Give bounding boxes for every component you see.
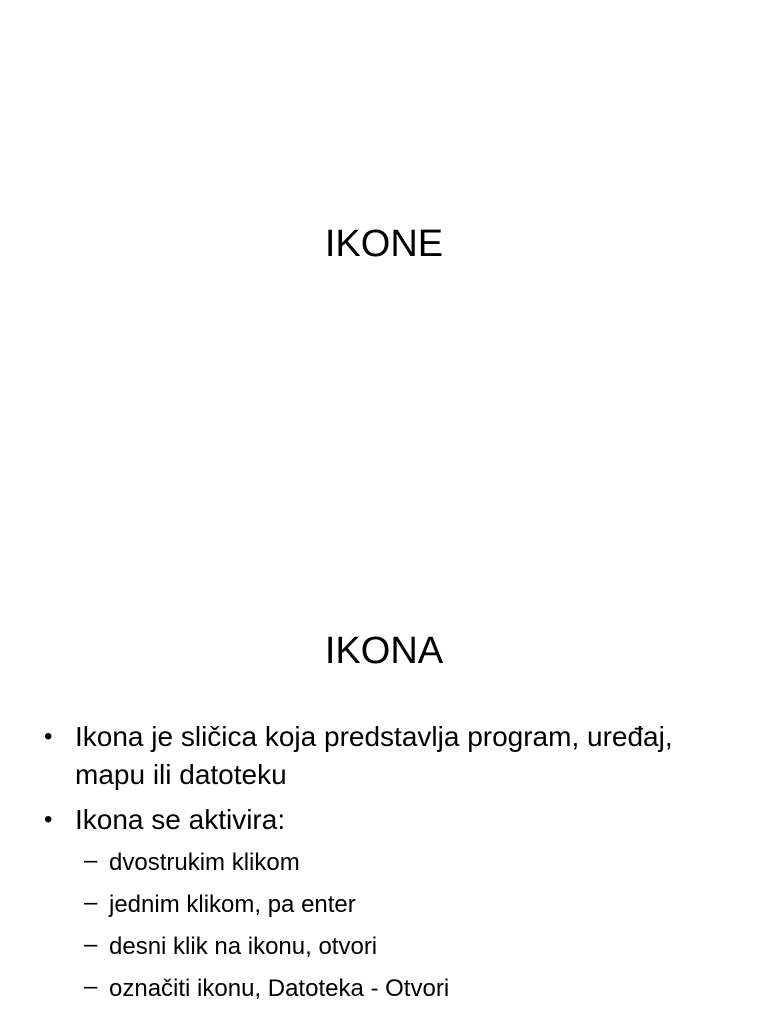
bullet-marker: • (44, 806, 53, 833)
dash-marker: – (84, 889, 98, 916)
bullet-marker: • (44, 723, 53, 750)
dash-marker: – (84, 931, 98, 958)
sub-item-text: dvostrukim klikom (109, 849, 300, 876)
slide-ikona (0, 580, 768, 1024)
sub-item (84, 846, 744, 880)
slide-2-title: IKONA (324, 630, 444, 672)
sub-item (84, 888, 744, 922)
slide-1-title: IKONE (324, 223, 444, 265)
sub-item (84, 972, 744, 1006)
sub-item-text: jednim klikom, pa enter (109, 891, 356, 918)
dash-marker: – (84, 847, 98, 874)
bullet-item (44, 718, 744, 794)
bullet-text: Ikona se aktivira: (75, 804, 286, 835)
bullet-item (44, 801, 744, 839)
bullet-list (44, 718, 744, 1014)
bullet-text: Ikona je sličica koja predstavlja program, uređaj, mapu ili datoteku (75, 721, 673, 790)
sub-item-text: desni klik na ikonu, otvori (109, 933, 378, 960)
sub-list (84, 846, 744, 1006)
sub-item-text: označiti ikonu, Datoteka - Otvori (109, 975, 450, 1002)
sub-item (84, 930, 744, 964)
dash-marker: – (84, 973, 98, 1000)
